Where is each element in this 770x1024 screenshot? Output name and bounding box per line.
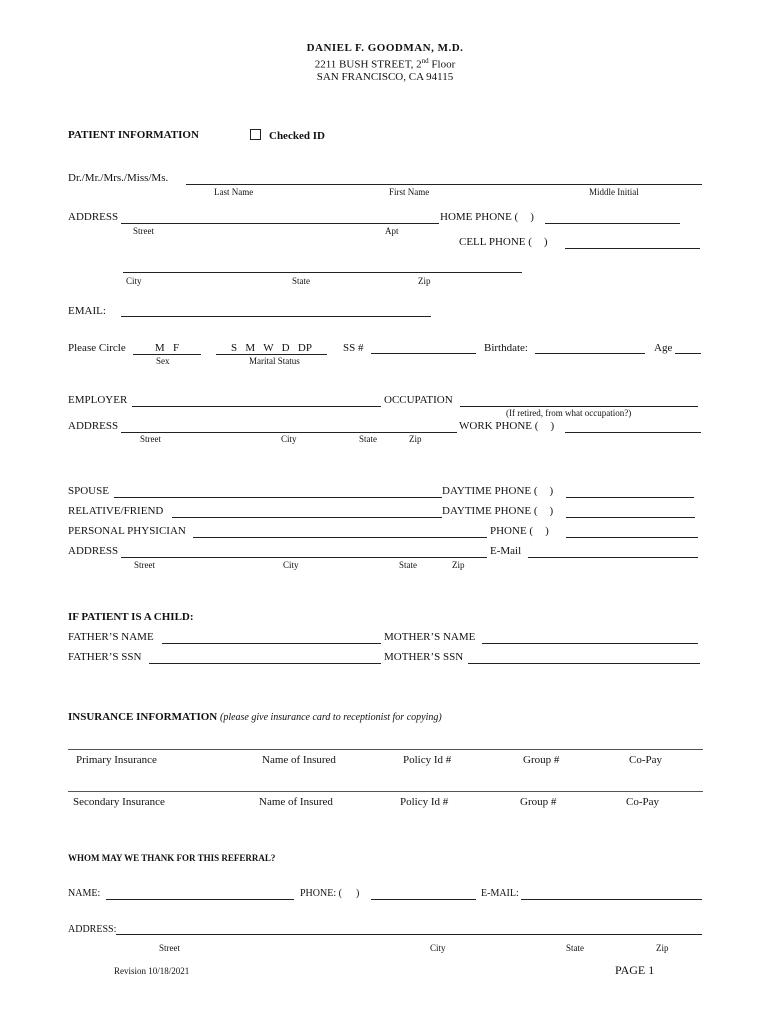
insurance-top-rule [68, 749, 703, 750]
physician-phone-label: PHONE ( ) [490, 525, 549, 537]
employer-address-line[interactable] [121, 432, 457, 433]
spouse-daytime-phone-label: DAYTIME PHONE ( ) [442, 485, 554, 497]
email-line[interactable] [121, 316, 431, 317]
secondary-group-label: Group # [520, 796, 557, 808]
revision-text: Revision 10/18/2021 [114, 966, 190, 976]
spouse-phone-line[interactable] [566, 497, 694, 498]
secondary-name-of-insured-label: Name of Insured [259, 796, 333, 808]
insurance-section-title: INSURANCE INFORMATION (please give insurance card to receptionist for copying) [68, 711, 442, 723]
page-number: PAGE 1 [615, 963, 655, 977]
birthdate-label: Birthdate: [484, 342, 528, 354]
fathers-name-line[interactable] [162, 643, 381, 644]
retired-note: (If retired, from what occupation?) [506, 408, 632, 418]
physician-email-line[interactable] [528, 557, 698, 558]
please-circle-label: Please Circle [68, 342, 126, 354]
occupation-line[interactable] [460, 406, 698, 407]
fathers-ssn-label: FATHER’S SSN [68, 651, 142, 663]
employer-state-caption: State [359, 434, 377, 444]
referral-zip-caption: Zip [656, 943, 669, 953]
email-label: EMAIL: [68, 305, 106, 317]
primary-insurance-label: Primary Insurance [76, 754, 157, 766]
fathers-ssn-line[interactable] [149, 663, 381, 664]
mothers-name-line[interactable] [482, 643, 698, 644]
employer-street-caption: Street [140, 434, 161, 444]
spouse-label: SPOUSE [68, 485, 109, 497]
physician-address-label: ADDRESS [68, 545, 119, 557]
relative-daytime-phone-label: DAYTIME PHONE ( ) [442, 505, 554, 517]
primary-policy-id-label: Policy Id # [403, 754, 452, 766]
checked-id: Checked ID [250, 129, 325, 142]
age-label: Age [654, 342, 673, 354]
referral-phone-line[interactable] [371, 899, 476, 900]
referral-address-label: ADDRESS: [68, 924, 117, 935]
street-caption: Street [133, 226, 154, 236]
address-label: ADDRESS [68, 211, 119, 223]
employer-address-label: ADDRESS [68, 420, 119, 432]
relative-label: RELATIVE/FRIEND [68, 505, 164, 517]
referral-street-caption: Street [159, 943, 180, 953]
salutation-label: Dr./Mr./Mrs./Miss/Ms. [68, 172, 169, 184]
occupation-label: OCCUPATION [384, 394, 453, 406]
referral-address-line[interactable] [116, 934, 702, 935]
referral-email-line[interactable] [521, 899, 702, 900]
referral-section-title: WHOM MAY WE THANK FOR THIS REFERRAL? [68, 853, 276, 863]
primary-name-of-insured-label: Name of Insured [262, 754, 336, 766]
referral-name-label: NAME: [68, 888, 101, 899]
employer-label: EMPLOYER [68, 394, 128, 406]
mothers-name-label: MOTHER’S NAME [384, 631, 476, 643]
fathers-name-label: FATHER’S NAME [68, 631, 154, 643]
age-line[interactable] [675, 353, 701, 354]
mothers-ssn-line[interactable] [468, 663, 700, 664]
primary-copay-label: Co-Pay [629, 754, 662, 766]
child-section-title: IF PATIENT IS A CHILD: [68, 611, 194, 623]
physician-city-caption: City [283, 560, 299, 570]
ss-line[interactable] [371, 353, 476, 354]
physician-phone-line[interactable] [566, 537, 698, 538]
relative-phone-line[interactable] [566, 517, 695, 518]
secondary-policy-id-label: Policy Id # [400, 796, 449, 808]
physician-label: PERSONAL PHYSICIAN [68, 525, 186, 537]
marital-status-caption: Marital Status [249, 356, 300, 366]
address-line[interactable] [121, 223, 439, 224]
spouse-line[interactable] [114, 497, 442, 498]
referral-state-caption: State [566, 943, 584, 953]
home-phone-line[interactable] [545, 223, 680, 224]
last-name-caption: Last Name [214, 187, 254, 197]
apt-caption: Apt [385, 226, 399, 236]
employer-line[interactable] [132, 406, 381, 407]
insurance-middle-rule [68, 791, 703, 792]
referral-phone-label: PHONE: ( ) [300, 888, 360, 899]
practice-city: SAN FRANCISCO, CA 94115 [316, 71, 454, 83]
secondary-insurance-label: Secondary Insurance [73, 796, 165, 808]
cell-phone-label: CELL PHONE ( ) [459, 236, 548, 248]
work-phone-label: WORK PHONE ( ) [459, 420, 555, 432]
practice-street: 2211 BUSH STREET, 2nd Floor [314, 57, 456, 71]
doctor-name: DANIEL F. GOODMAN, M.D. [306, 42, 464, 54]
mothers-ssn-label: MOTHER’S SSN [384, 651, 464, 663]
primary-group-label: Group # [523, 754, 560, 766]
cell-phone-line[interactable] [565, 248, 700, 249]
physician-email-label: E-Mail [490, 545, 522, 557]
secondary-copay-label: Co-Pay [626, 796, 659, 808]
employer-city-caption: City [281, 434, 297, 444]
marital-options[interactable]: S M W D DP [216, 342, 327, 355]
physician-address-line[interactable] [121, 557, 487, 558]
physician-zip-caption: Zip [452, 560, 465, 570]
physician-street-caption: Street [134, 560, 155, 570]
name-line[interactable] [186, 184, 702, 185]
ss-label: SS # [343, 342, 364, 354]
patient-section-title: PATIENT INFORMATION [68, 129, 199, 141]
zip-caption: Zip [418, 276, 431, 286]
referral-name-line[interactable] [106, 899, 294, 900]
city-state-zip-line[interactable] [123, 272, 522, 273]
relative-line[interactable] [172, 517, 442, 518]
city-caption: City [126, 276, 142, 286]
physician-state-caption: State [399, 560, 417, 570]
birthdate-line[interactable] [535, 353, 645, 354]
state-caption: State [292, 276, 310, 286]
checked-id-checkbox[interactable] [250, 129, 261, 140]
work-phone-line[interactable] [565, 432, 701, 433]
employer-zip-caption: Zip [409, 434, 422, 444]
middle-initial-caption: Middle Initial [589, 187, 639, 197]
first-name-caption: First Name [389, 187, 430, 197]
referral-city-caption: City [430, 943, 446, 953]
referral-email-label: E-MAIL: [481, 888, 519, 899]
sex-caption: Sex [156, 356, 170, 366]
home-phone-label: HOME PHONE ( ) [440, 211, 534, 223]
physician-line[interactable] [193, 537, 487, 538]
sex-options[interactable]: M F [133, 342, 201, 355]
